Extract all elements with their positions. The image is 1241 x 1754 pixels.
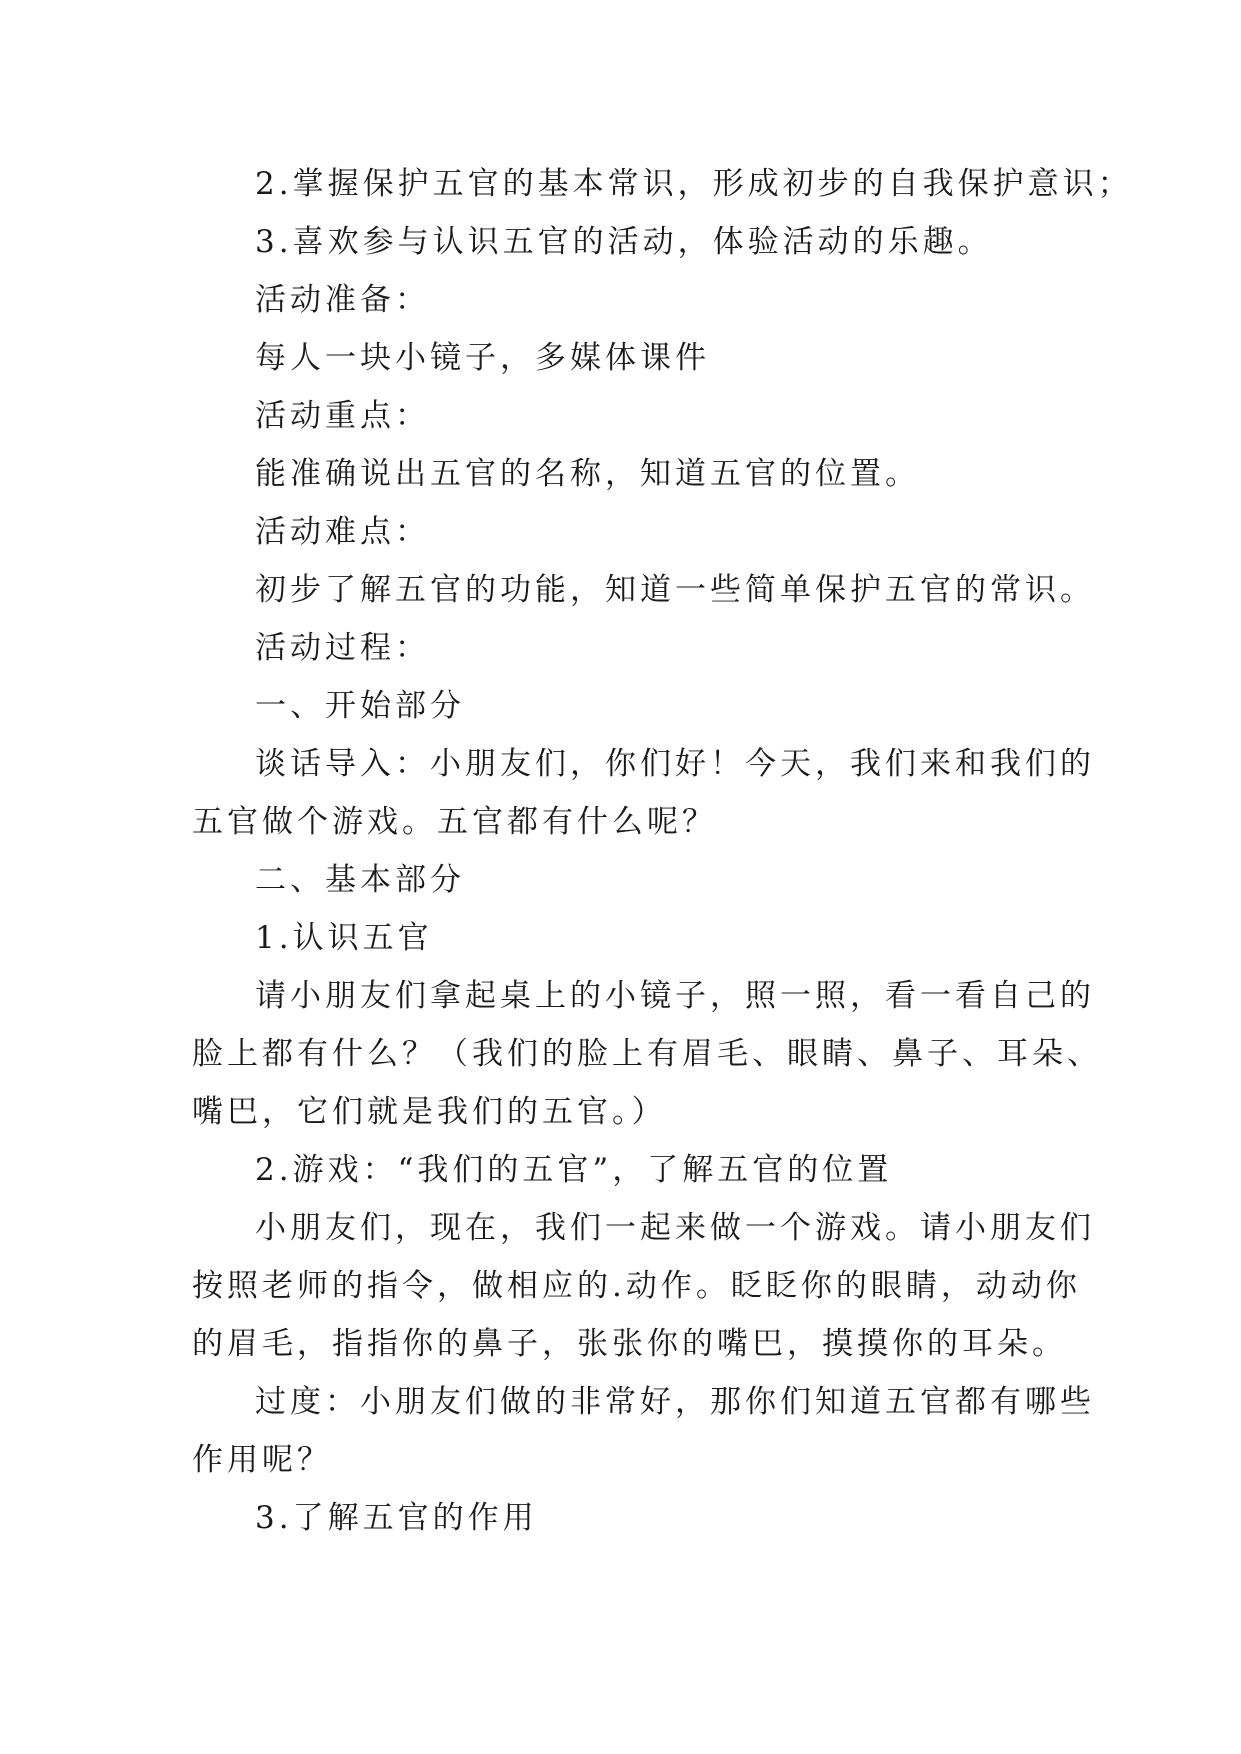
objective-2: 2.掌握保护五官的基本常识，形成初步的自我保护意识； [255, 166, 1133, 202]
intro-paragraph-line-1: 谈话导入：小朋友们，你们好！今天，我们来和我们的 [255, 746, 1095, 782]
step-1-text-line-3: 嘴巴，它们就是我们的五官。） [192, 1094, 667, 1130]
step-1-text-line-1: 请小朋友们拿起桌上的小镜子，照一照，看一看自己的 [255, 978, 1095, 1014]
heading-preparation: 活动准备： [255, 282, 430, 318]
transition-line-1: 过度：小朋友们做的非常好，那你们知道五官都有哪些 [255, 1384, 1095, 1420]
preparation-text: 每人一块小镜子，多媒体课件 [255, 340, 710, 376]
objective-3: 3.喜欢参与认识五官的活动，体验活动的乐趣。 [255, 224, 993, 260]
section-two-heading: 二、基本部分 [255, 862, 465, 898]
step-2-text-line-3: 的眉毛，指指你的鼻子，张张你的嘴巴，摸摸你的耳朵。 [192, 1326, 1067, 1362]
difficulties-text: 初步了解五官的功能，知道一些简单保护五官的常识。 [255, 572, 1095, 608]
step-2-text-line-1: 小朋友们，现在，我们一起来做一个游戏。请小朋友们 [255, 1210, 1095, 1246]
intro-paragraph-line-2: 五官做个游戏。五官都有什么呢？ [192, 804, 717, 840]
step-2-text-line-2: 按照老师的指令，做相应的.动作。眨眨你的眼睛，动动你 [192, 1268, 1081, 1304]
step-1-text-line-2: 脸上都有什么？（我们的脸上有眉毛、眼睛、鼻子、耳朵、 [192, 1036, 1102, 1072]
step-1-heading: 1.认识五官 [255, 920, 433, 956]
key-points-text: 能准确说出五官的名称，知道五官的位置。 [255, 456, 920, 492]
heading-process: 活动过程： [255, 630, 430, 666]
step-2-heading: 2.游戏：“我们的五官”，了解五官的位置 [255, 1152, 893, 1188]
heading-difficulties: 活动难点： [255, 514, 430, 550]
step-3-heading: 3.了解五官的作用 [255, 1500, 538, 1536]
section-one-heading: 一、开始部分 [255, 688, 465, 724]
heading-key-points: 活动重点： [255, 398, 430, 434]
transition-line-2: 作用呢？ [192, 1442, 332, 1478]
